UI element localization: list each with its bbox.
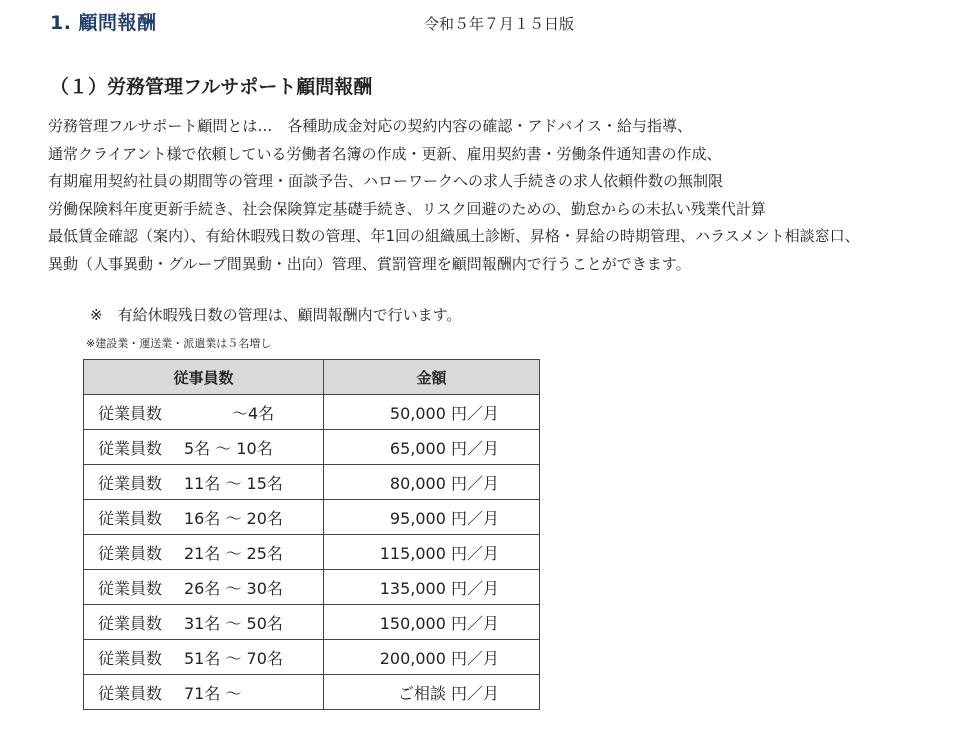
employee-count-cell	[84, 675, 324, 710]
amount-cell: 65,000 円／月	[324, 430, 540, 465]
table-row	[84, 430, 540, 465]
amount-cell: ご相談 円／月	[324, 675, 540, 710]
employee-count-cell	[84, 465, 324, 500]
employee-count-cell	[84, 535, 324, 570]
table-row	[84, 570, 540, 605]
employee-count-label: 従業員数	[98, 403, 163, 423]
section-title: 1. 顧問報酬	[50, 12, 157, 34]
employee-count-cell	[84, 500, 324, 535]
employee-count-label: 従業員数	[98, 438, 163, 458]
employee-count-cell	[84, 605, 324, 640]
fee-table-body	[84, 395, 540, 710]
employee-count-range: 16名 ～ 20名	[184, 508, 283, 528]
description-line: 異動（人事異動・グループ間異動・出向）管理、賞罰管理を顧問報酬内で行うことができます。	[48, 254, 691, 273]
amount-cell: 115,000 円／月	[324, 535, 540, 570]
employee-count-label: 従業員数	[98, 613, 163, 633]
edition-date: 令和５年７月１５日版	[424, 15, 575, 33]
industry-surcharge-note: ※建設業・運送業・派遣業は５名増し	[86, 337, 272, 350]
fee-table-header-row	[84, 360, 540, 395]
employee-count-range: 21名 ～ 25名	[184, 543, 283, 563]
employee-count-range: 5名 ～ 10名	[184, 438, 273, 458]
table-row	[84, 395, 540, 430]
employee-count-cell	[84, 430, 324, 465]
employee-count-range: ～4名	[184, 403, 275, 423]
employee-count-range: 31名 ～ 50名	[184, 613, 283, 633]
header-amount: 金額	[324, 360, 540, 395]
employee-count-label: 従業員数	[98, 578, 163, 598]
description-line: 最低賃金確認（案内）、有給休暇残日数の管理、年1回の組織風土診断、昇格・昇給の時期管理、ハラスメント相談窓口、	[48, 227, 860, 245]
header-employee-count: 従事員数	[84, 360, 324, 395]
table-row	[84, 675, 540, 710]
description-line: 有期雇用契約社員の期間等の管理・面談予告、ハローワークへの求人手続きの求人依頼件数の無制限	[48, 172, 724, 190]
amount-cell: 135,000 円／月	[324, 570, 540, 605]
employee-count-range: 11名 ～ 15名	[184, 473, 283, 493]
employee-count-label: 従業員数	[98, 473, 163, 493]
description-line: 労働保険料年度更新手続き、社会保険算定基礎手続き、リスク回避のための、勤怠からの未払い残業代計算	[48, 199, 766, 218]
description	[48, 113, 972, 278]
employee-count-cell	[84, 640, 324, 675]
employee-count-range: 26名 ～ 30名	[184, 578, 283, 598]
amount-cell: 80,000 円／月	[324, 465, 540, 500]
employee-count-cell	[84, 570, 324, 605]
employee-count-range: 51名 ～ 70名	[184, 648, 283, 668]
description-line: 労務管理フルサポート顧問とは… 各種助成金対応の契約内容の確認・アドバイス・給与指導、	[48, 117, 692, 135]
subsection-title: （１）労務管理フルサポート顧問報酬	[50, 76, 373, 98]
employee-count-cell	[84, 395, 324, 430]
amount-cell: 95,000 円／月	[324, 500, 540, 535]
amount-cell: 200,000 円／月	[324, 640, 540, 675]
employee-count-label: 従業員数	[98, 508, 163, 528]
amount-cell: 150,000 円／月	[324, 605, 540, 640]
table-row	[84, 465, 540, 500]
table-row	[84, 535, 540, 570]
employee-count-range: 71名 ～	[184, 683, 242, 703]
table-row	[84, 605, 540, 640]
employee-count-label: 従業員数	[98, 543, 163, 563]
employee-count-label: 従業員数	[98, 683, 163, 703]
fee-table	[83, 359, 540, 710]
table-row	[84, 500, 540, 535]
employee-count-label: 従業員数	[98, 648, 163, 668]
amount-cell: 50,000 円／月	[324, 395, 540, 430]
table-row	[84, 640, 540, 675]
description-line: 通常クライアント様で依頼している労働者名簿の作成・更新、雇用契約書・労働条件通知書の作成、	[48, 144, 722, 163]
leave-management-note: ※ 有給休暇残日数の管理は、顧問報酬内で行います。	[90, 306, 462, 324]
